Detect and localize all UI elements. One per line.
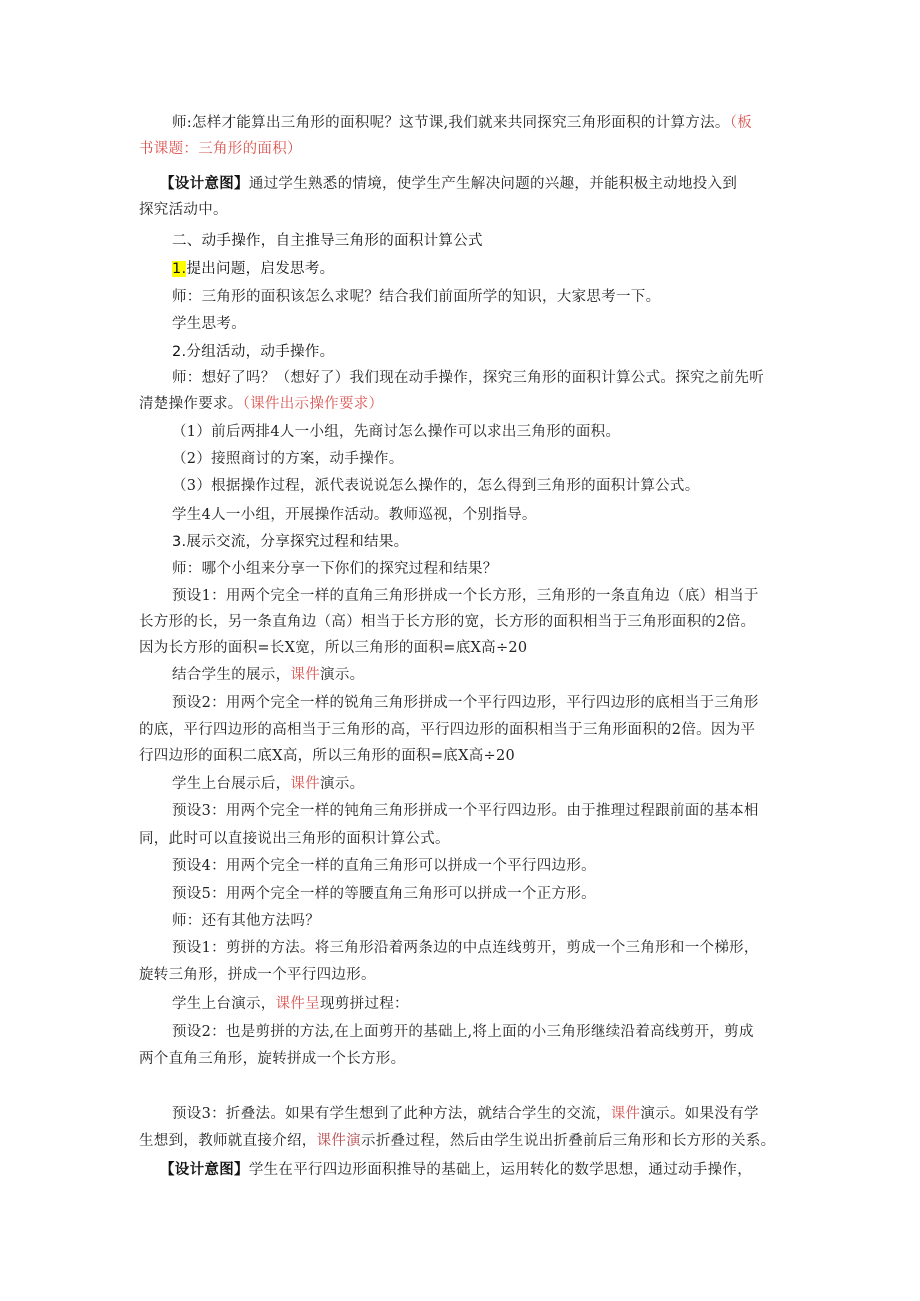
step-title-text: 提出问题，启发思考。 [186,261,335,277]
student-think: 学生思考。 [172,316,246,332]
teacher-question-2-line2 [139,394,383,414]
paragraph-text: 通过学生熟悉的情境，使学生产生解决问题的兴趣，并能积极主动地投入到 [248,176,738,192]
requirement-2: （2）接照商讨的方案，动手操作。 [172,451,404,467]
preset-2-line1: 预设2：用两个完全一样的锐角三角形拼成一个平行四边形，平行四边形的底相当于三角形 [172,695,759,711]
teacher-question-1: 师：三角形的面积该怎么求呢？结合我们前面所学的知识，大家思考一下。 [172,289,661,305]
design-intent-1-line2: 探究活动中。 [139,202,228,218]
paragraph-text: 师:怎样才能算出三角形的面积呢？这节课,我们就来共同探究三角形面积的计算方法。 [172,115,730,131]
requirement-1: （1）前后两排4人一小组，先商讨怎么操作可以求出三角形的面积。 [172,424,621,440]
demo-1 [172,665,364,685]
blackboard-note-line2: 书课题：三角形的面积） [139,141,302,157]
teacher-intro-line1 [172,113,752,133]
highlighted-number: 1. [172,261,187,277]
preset-3-line1: 预设3：用两个完全一样的钝角三角形拼成一个平行四边形。由于推理过程跟前面的基本相 [172,803,759,819]
paragraph-text: 演示。 [320,667,365,683]
paragraph-text: 学生在平行四边形面积推导的基础上，运用转化的数学思想，通过动手操作， [248,1162,753,1178]
preset-4: 预设4：用两个完全一样的直角三角形可以拼成一个平行四边形。 [172,858,596,874]
teacher-question-3: 师：哪个小组来分享一下你们的探究过程和结果？ [172,561,498,577]
teacher-question-4: 师：还有其他方法吗？ [172,913,320,929]
cut-preset-1-line2: 旋转三角形，拼成一个平行四边形。 [139,967,376,983]
courseware-note: 课件 [610,1106,641,1122]
fold-preset-3-line2 [139,1131,775,1151]
step-3-title: 3.展示交流，分享探究过程和结果。 [172,534,409,550]
paragraph-text: 学生上台展示后， [172,776,291,792]
paragraph-text: 清楚操作要求。 [139,396,243,412]
design-intent-label: 【设计意图】 [160,176,249,192]
blackboard-note: （板 [729,115,753,131]
cut-preset-2-line1: 预设2：也是剪拼的方法,在上面剪开的基础上,将上面的小三角形继续沿着高线剪开，剪成 [172,1024,754,1040]
preset-1-line1: 预设1：用两个完全一样的直角三角形拼成一个长方形，三角形的一条直角边（底）相当于 [172,588,759,604]
paragraph-text: 学生上台演示， [172,996,276,1012]
courseware-note: 课件呈 [275,996,321,1012]
courseware-note: 课件演 [316,1133,362,1149]
courseware-note: 课件 [290,667,321,683]
preset-1-line2: 长方形的长，另一条直角边（高）相当于长方形的宽，长方形的面积相当于三角形面积的2倍。 [139,614,756,630]
student-activity: 学生4人一小组，开展操作活动。教师巡视，个别指导。 [172,507,537,523]
step-2-title: 2.分组活动，动手操作。 [172,344,335,360]
paragraph-text: 预设3：折叠法。如果有学生想到了此种方法，就结合学生的交流， [172,1106,611,1122]
demo-2 [172,774,364,794]
preset-2-line2: 的底，平行四边形的高相当于三角形的高，平行四边形的面积相当于三角形面积的2倍。因为平 [139,722,756,738]
courseware-note: 课件 [290,776,321,792]
paragraph-text: 演示。 [320,776,365,792]
fold-preset-3-line1 [172,1104,759,1124]
teacher-question-2-line1: 师：想好了吗？（想好了）我们现在动手操作，探究三角形的面积计算公式。探究之前先听 [172,370,764,386]
section-2-title: 二、动手操作，自主推导三角形的面积计算公式 [172,233,483,249]
step-1-title [172,259,334,279]
design-intent-label: 【设计意图】 [160,1162,249,1178]
preset-5: 预设5：用两个完全一样的等腰直角三角形可以拼成一个正方形。 [172,886,596,902]
design-intent-1 [160,174,737,194]
paragraph-text: 演示。如果没有学 [640,1106,759,1122]
paragraph-text: 生想到，教师就直接介绍， [139,1133,317,1149]
preset-3-line2: 同，此时可以直接说出三角形的面积计算公式。 [139,831,450,847]
paragraph-text: 示折叠过程，然后由学生说出折叠前后三角形和长方形的关系。 [361,1133,776,1149]
preset-1-line3: 因为长方形的面积=长X宽，所以三角形的面积=底X高÷20 [139,640,528,656]
design-intent-2 [160,1160,752,1180]
courseware-note: （课件出示操作要求） [242,396,384,412]
demo-3 [172,994,409,1014]
cut-preset-2-line2: 两个直角三角形，旋转拼成一个长方形。 [139,1051,406,1067]
paragraph-text: 现剪拼过程： [320,996,409,1012]
paragraph-text: 结合学生的展示， [172,667,291,683]
preset-2-line3: 行四边形的面积二底X高，所以三角形的面积=底X高÷20 [139,748,515,764]
cut-preset-1-line1: 预设1：剪拼的方法。将三角形沿着两条边的中点连线剪开，剪成一个三角形和一个梯形， [172,940,759,956]
requirement-3: （3）根据操作过程，派代表说说怎么操作的，怎么得到三角形的面积计算公式。 [172,478,700,494]
